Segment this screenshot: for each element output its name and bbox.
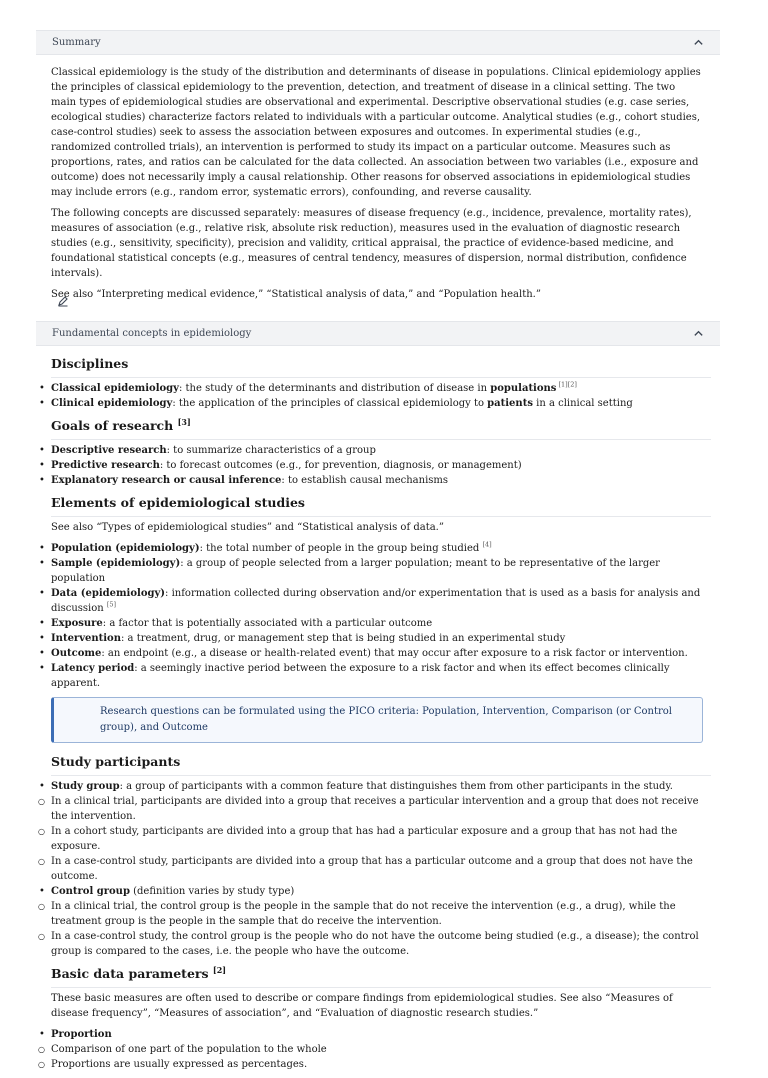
list-item [51, 661, 711, 691]
fundamentals-section-header[interactable] [36, 321, 720, 346]
citation[interactable]: [4] [482, 540, 492, 549]
term: Proportion [51, 1029, 112, 1040]
item-text: (definition varies by study type) [129, 886, 295, 897]
term: Study group [51, 781, 120, 792]
goals-title: Goals of research [51, 418, 174, 433]
list-item [51, 631, 711, 646]
list-item [51, 541, 711, 556]
fundamentals-content [51, 355, 711, 1078]
list-item [51, 443, 711, 458]
list-item [51, 458, 711, 473]
term: Exposure [51, 618, 103, 629]
term: Predictive research [51, 460, 160, 471]
item-text: : the application of the principles of classical epidemiology to [172, 398, 488, 409]
item-text: : the total number of people in the group being studied [199, 543, 483, 554]
item-text: : to establish causal mechanisms [281, 475, 449, 486]
item-text: : to summarize characteristics of a group [166, 445, 376, 456]
term: Classical epidemiology [51, 383, 179, 394]
item-text: In a cohort study, participants are divided into a group that has had a particular exposure and a group that has not had the exposure. [51, 826, 678, 852]
chevron-up-icon[interactable] [692, 328, 704, 340]
elements-see-also: See also “Types of epidemiological studies” and “Statistical analysis of data.” [51, 522, 444, 533]
item-text: : information collected during observation and/or experimentation that is used as a basis for analysis and discussion [51, 588, 701, 614]
item-text: : the study of the determinants and distribution of disease in [178, 383, 491, 394]
participants-list [51, 779, 711, 959]
edit-pencil-icon[interactable] [57, 295, 69, 307]
list-item [51, 779, 711, 794]
list-item [51, 824, 711, 854]
participants-heading: Study participants [51, 753, 711, 776]
basic-title: Basic data parameters [51, 966, 209, 981]
list-item [51, 794, 711, 824]
disciplines-list [51, 381, 711, 411]
item-text: In a case-control study, the control group is the people who do not have the outcome being studied (e.g., a disease); the control group is compared to the cases, i.e. the people who have the outcome. [51, 931, 699, 957]
term: Descriptive research [51, 445, 167, 456]
list-item [51, 473, 711, 488]
citation[interactable]: [3] [177, 416, 191, 427]
term: Latency period [51, 663, 135, 674]
item-text: in a clinical setting [532, 398, 633, 409]
summary-body [51, 65, 701, 308]
item-text: : a group of participants with a common feature that distinguishes them from other participants in the study. [119, 781, 673, 792]
item-text: In a clinical trial, the control group is the people in the sample that do not receive the intervention (e.g., a drug), while the treatment group is the people in the sample that do receive the intervention. [51, 901, 676, 927]
list-item [51, 586, 711, 616]
item-text: : to forecast outcomes (e.g., for prevention, diagnosis, or management) [159, 460, 522, 471]
item-text: : a factor that is potentially associated with a particular outcome [102, 618, 433, 629]
list-item [51, 556, 711, 586]
item-text: : a group of people selected from a larger population; meant to be representative of the larger population [51, 558, 660, 584]
elements-list [51, 541, 711, 691]
item-text: : a seemingly inactive period between the exposure to a risk factor and when its effect becomes clinically apparent. [51, 663, 670, 689]
fundamentals-header-title: Fundamental concepts in epidemiology [52, 328, 252, 339]
term: Intervention [51, 633, 121, 644]
basic-see-also: These basic measures are often used to describe or compare findings from epidemiological studies. See also “Measures of disease frequency”, “Measures of association”, and “Evaluation of diagnostic research studies.” [51, 993, 673, 1019]
list-item [51, 884, 711, 899]
list-item [51, 381, 711, 396]
summary-section-header[interactable] [36, 30, 720, 55]
pico-callout: Research questions can be formulated using the PICO criteria: Population, Intervention, Comparison (or Control group), and Outcome [51, 697, 703, 743]
list-item [51, 899, 711, 929]
term: Clinical epidemiology [51, 398, 173, 409]
summary-paragraph-1: Classical epidemiology is the study of the distribution and determinants of disease in populations. Clinical epidemiology applies the principles of classical epidemiology to the prevention, detection, and treatment of disease in a clinical setting. The two main types of epidemiological studies are observational and experimental. Descriptive observational studies (e.g. case series, ecological studies) characterize factors related to individuals with a particular outcome. Analytical studies (e.g., cohort studies, case-control studies) seek to assess the association between exposures and outcomes. In experimental studies (e.g., randomized controlled trials), an intervention is performed to study its impact on a particular outcome. Measures such as proportions, rates, and ratios can be calculated for the data collected. An association between two variables (i.e., exposure and outcome) does not necessarily imply a causal relationship. Other reasons for observed associations in epidemiological studies may include errors (e.g., random error, systematic errors), confounding, and reverse causality. [51, 67, 701, 198]
goals-heading [51, 417, 711, 440]
basic-list [51, 1027, 711, 1072]
elements-heading: Elements of epidemiological studies [51, 494, 711, 517]
item-text: Proportions are usually expressed as percentages. [51, 1059, 308, 1070]
citation[interactable]: [1][2] [556, 380, 577, 389]
term: Explanatory research or causal inference [51, 475, 282, 486]
item-text: : an endpoint (e.g., a disease or health-related event) that may occur after exposure to a risk factor or intervention. [101, 648, 688, 659]
summary-header-title: Summary [52, 37, 101, 48]
list-item [51, 854, 711, 884]
item-bold: populations [490, 383, 557, 394]
list-item [51, 929, 711, 959]
goals-list [51, 443, 711, 488]
item-bold: patients [487, 398, 533, 409]
list-item [51, 1057, 711, 1072]
term: Data (epidemiology) [51, 588, 166, 599]
chevron-up-icon[interactable] [692, 37, 704, 49]
term: Outcome [51, 648, 102, 659]
item-text: In a case-control study, participants are divided into a group that has a particular outcome and a group that does not have the outcome. [51, 856, 693, 882]
summary-see-also: See also “Interpreting medical evidence,” “Statistical analysis of data,” and “Population health.” [51, 289, 541, 300]
citation[interactable]: [5] [106, 600, 117, 609]
list-item [51, 646, 711, 661]
list-item [51, 1027, 711, 1042]
disciplines-heading: Disciplines [51, 355, 711, 378]
citation[interactable]: [2] [212, 964, 227, 975]
summary-paragraph-2: The following concepts are discussed separately: measures of disease frequency (e.g., incidence, prevalence, mortality rates), measures of association (e.g., relative risk, absolute risk reduction), measures used in the evaluation of diagnostic research studies (e.g., sensitivity, specificity), precision and validity, critical appraisal, the practice of evidence-based medicine, and foundational statistical concepts (e.g., measures of central tendency, measures of dispersion, normal distribution, confidence intervals). [51, 208, 692, 279]
item-text: In a clinical trial, participants are divided into a group that receives a particular intervention and a group that does not receive the intervention. [51, 796, 699, 822]
list-item [51, 396, 711, 411]
item-text: Comparison of one part of the population to the whole [51, 1044, 327, 1055]
list-item [51, 1042, 711, 1057]
term: Sample (epidemiology) [51, 558, 181, 569]
list-item [51, 616, 711, 631]
term: Control group [51, 886, 130, 897]
term: Population (epidemiology) [51, 543, 200, 554]
item-text: : a treatment, drug, or management step that is being studied in an experimental study [121, 633, 566, 644]
basic-parameters-heading [51, 965, 711, 988]
